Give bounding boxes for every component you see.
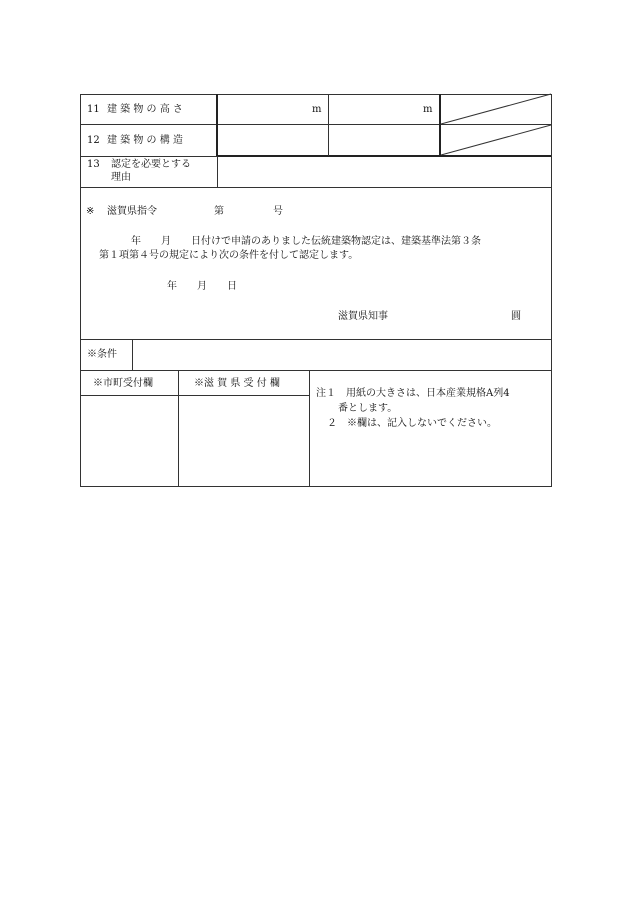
pref-reception-label: ※滋 賀 県 受 付 欄 — [194, 378, 280, 389]
note-line-3: ２ ※欄は、記入しないでください。 — [327, 418, 497, 429]
designation-body-line1: 年 月 日付けで申請のありました伝統建築物認定は、建築基準法第３条 — [131, 236, 481, 247]
note-line-1: 注１ 用紙の大きさは、日本産業規格A列4 — [316, 388, 510, 399]
reason-row-label-line1: 認定を必要とする — [111, 159, 191, 170]
note-line-2: 番とします。 — [338, 403, 398, 414]
designation-prefix-mark: ※ — [86, 206, 95, 217]
official-seal-mark: 圓 — [511, 311, 521, 322]
designation-dai: 第 — [214, 206, 224, 217]
designation-date: 年 月 日 — [167, 281, 237, 292]
height-row-label: 建 築 物 の 高 さ — [107, 104, 183, 115]
structure-row-number: 12 — [87, 135, 100, 146]
city-reception-label: ※市町受付欄 — [93, 378, 153, 389]
height-value-field-2[interactable] — [330, 95, 438, 123]
height-unit-1: m — [312, 104, 322, 115]
reason-value-field[interactable] — [219, 157, 550, 186]
reason-row-number: 13 — [87, 159, 100, 170]
designation-body-line2: 第１項第４号の規定により次の条件を付して認定します。 — [99, 250, 359, 261]
designation-authority: 滋賀県指令 — [107, 206, 157, 217]
city-reception-field[interactable] — [81, 397, 177, 485]
height-unit-2: m — [423, 104, 433, 115]
pref-reception-field[interactable] — [180, 397, 308, 485]
structure-value-field-2[interactable] — [330, 126, 438, 154]
conditions-field[interactable] — [134, 341, 550, 369]
structure-value-field-1[interactable] — [218, 126, 326, 154]
governor-title: 滋賀県知事 — [338, 311, 388, 322]
height-value-field-1[interactable] — [218, 95, 326, 123]
reason-row-label-line2: 理由 — [111, 172, 131, 183]
height-row-number: 11 — [87, 104, 100, 115]
conditions-label: ※条件 — [87, 349, 117, 360]
designation-go: 号 — [273, 206, 283, 217]
structure-row-label: 建 築 物 の 構 造 — [107, 135, 183, 146]
